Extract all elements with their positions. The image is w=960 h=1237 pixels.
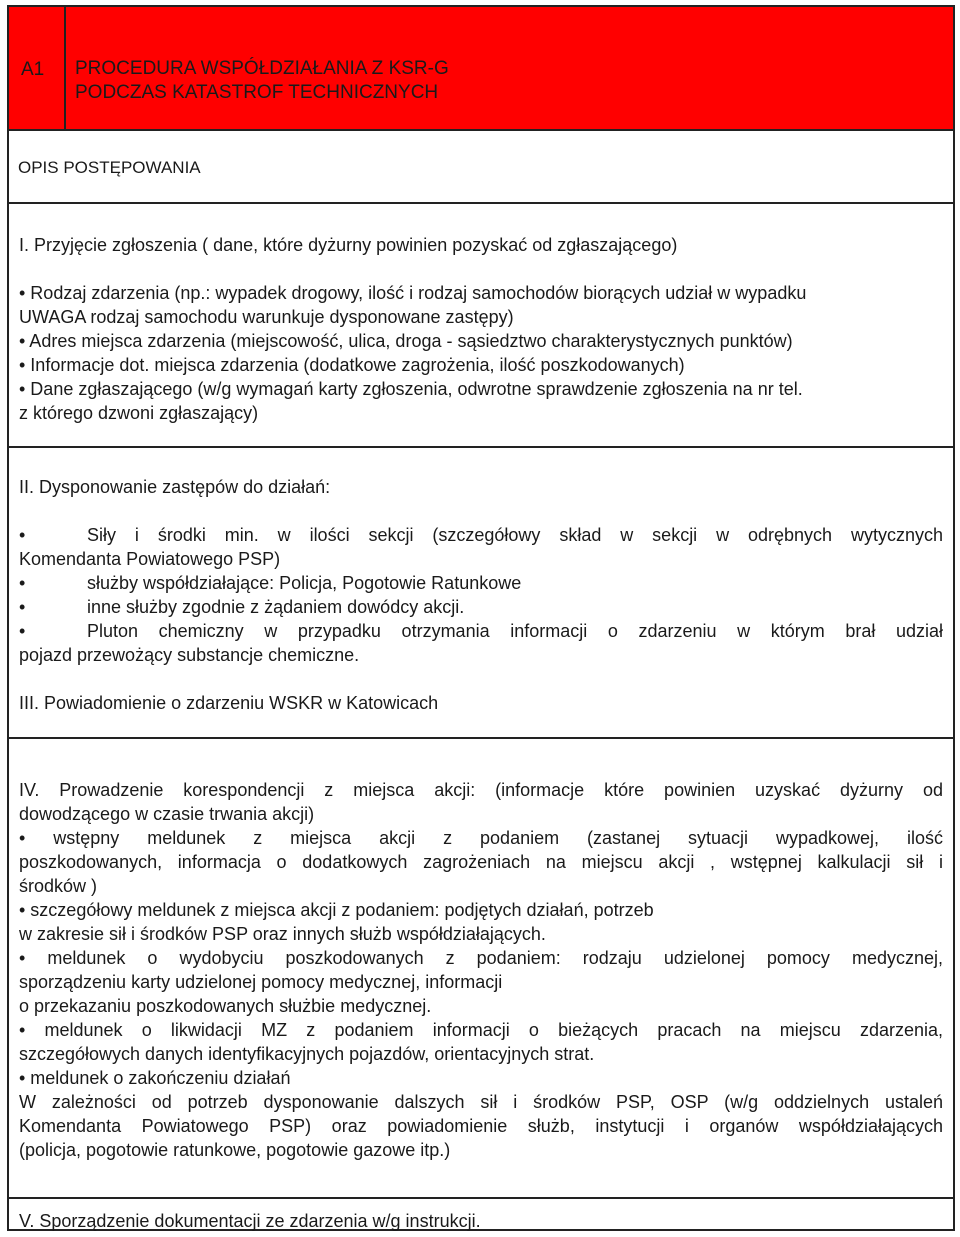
section-2-heading: II. Dysponowanie zastępów do działań: <box>19 477 331 497</box>
header-band <box>9 5 953 131</box>
section-5-heading: V. Sporządzenie dokumentacji ze zdarzenia w/g instrukcji. <box>19 1211 481 1231</box>
section-2-item-4-line-1: Pluton chemiczny w przypadku otrzymania informacji o zdarzeniu w którym brał udział <box>87 621 943 641</box>
section-2-item-3: inne służby zgodnie z żądaniem dowódcy akcji. <box>87 597 465 617</box>
section-2-3 <box>9 448 953 739</box>
opis-heading: OPIS POSTĘPOWANIA <box>18 158 201 177</box>
section-1 <box>9 204 953 448</box>
title-line-1: PROCEDURA WSPÓŁDZIAŁANIA Z KSR-G <box>75 58 449 79</box>
procedure-title <box>75 57 449 105</box>
section-4 <box>9 739 953 1199</box>
section-4-p6-line-2: Komendanta Powiatowego PSP) oraz powiadomienie służb, instytucji i organów współdziałających <box>19 1116 943 1136</box>
section-1-heading: I. Przyjęcie zgłoszenia ( dane, które dyżurny powinien pozyskać od zgłaszającego) <box>19 235 678 255</box>
section-4-p3-line-3: o przekazaniu poszkodowanych służbie medycznej. <box>19 996 432 1016</box>
title-line-2: PODCZAS KATASTROF TECHNICZNYCH <box>75 82 439 103</box>
section-2-item-1-line-1: Siły i środki min. w ilości sekcji (szczegółowy skład w sekcji w odrębnych wytycznych <box>87 525 943 545</box>
section-4-heading-line-1: IV. Prowadzenie korespondencji z miejsca akcji: (informacje które powinien uzyskać dyżurny od <box>19 780 943 800</box>
header-divider <box>64 7 66 129</box>
section-4-p3-line-2: sporządzeniu karty udzielonej pomocy medycznej, informacji <box>19 972 503 992</box>
bullet: • <box>19 525 26 545</box>
bullet: • <box>19 597 26 617</box>
section-4-p4-line-1: • meldunek o likwidacji MZ z podaniem informacji o bieżących pracach na miejscu zdarzenia, <box>19 1020 943 1040</box>
section-4-p2-line-1: • szczegółowy meldunek z miejsca akcji z podaniem: podjętych działań, potrzeb <box>19 900 654 920</box>
section-5 <box>9 1199 953 1231</box>
section-4-p4-line-2: szczegółowych danych identyfikacyjnych pojazdów, orientacyjnych strat. <box>19 1044 595 1064</box>
section-4-p2-line-2: w zakresie sił i środków PSP oraz innych służb współdziałających. <box>19 924 546 944</box>
section-1-item-4-line-2: z którego dzwoni zgłaszający) <box>19 403 259 423</box>
section-4-p6-line-3: (policja, pogotowie ratunkowe, pogotowie gazowe itp.) <box>19 1140 451 1160</box>
section-4-p5: • meldunek o zakończeniu działań <box>19 1068 291 1088</box>
bullet: • <box>19 573 26 593</box>
section-3-heading: III. Powiadomienie o zdarzeniu WSKR w Katowicach <box>19 693 439 713</box>
section-4-p6-line-1: W zależności od potrzeb dysponowanie dalszych sił i środków PSP, OSP (w/g oddzielnych ustaleń <box>19 1092 943 1112</box>
section-1-item-4-line-1: • Dane zgłaszającego (w/g wymagań karty zgłoszenia, odwrotne sprawdzenie zgłoszenia na nr tel. <box>19 379 803 399</box>
section-1-item-2: • Adres miejsca zdarzenia (miejscowość, ulica, droga - sąsiedztwo charakterystycznych punktów) <box>19 331 793 351</box>
section-1-item-1-line-1: • Rodzaj zdarzenia (np.: wypadek drogowy, ilość i rodzaj samochodów biorących udział w wypadku <box>19 283 807 303</box>
section-1-item-1-line-2: UWAGA rodzaj samochodu warunkuje dysponowane zastępy) <box>19 307 514 327</box>
section-4-p1-line-2: poszkodowanych, informacja o dodatkowych zagrożeniach na miejscu akcji , wstępnej kalkulacji sił i <box>19 852 943 872</box>
procedure-document <box>7 5 955 1231</box>
procedure-code: A1 <box>21 59 45 80</box>
opis-section <box>9 131 953 204</box>
section-2-item-1-line-2: Komendanta Powiatowego PSP) <box>19 549 281 569</box>
section-2-item-2: służby współdziałające: Policja, Pogotowie Ratunkowe <box>87 573 522 593</box>
section-1-item-3: • Informacje dot. miejsca zdarzenia (dodatkowe zagrożenia, ilość poszkodowanych) <box>19 355 685 375</box>
section-4-heading-line-2: dowodzącego w czasie trwania akcji) <box>19 804 315 824</box>
section-4-p3-line-1: • meldunek o wydobyciu poszkodowanych z podaniem: rodzaju udzielonej pomocy medycznej, <box>19 948 943 968</box>
bullet: • <box>19 621 26 641</box>
section-2-item-4-line-2: pojazd przewożący substancje chemiczne. <box>19 645 360 665</box>
section-4-p1-line-1: • wstępny meldunek z miejsca akcji z podaniem (zastanej sytuacji wypadkowej, ilość <box>19 828 943 848</box>
section-4-p1-line-3: środków ) <box>19 876 98 896</box>
